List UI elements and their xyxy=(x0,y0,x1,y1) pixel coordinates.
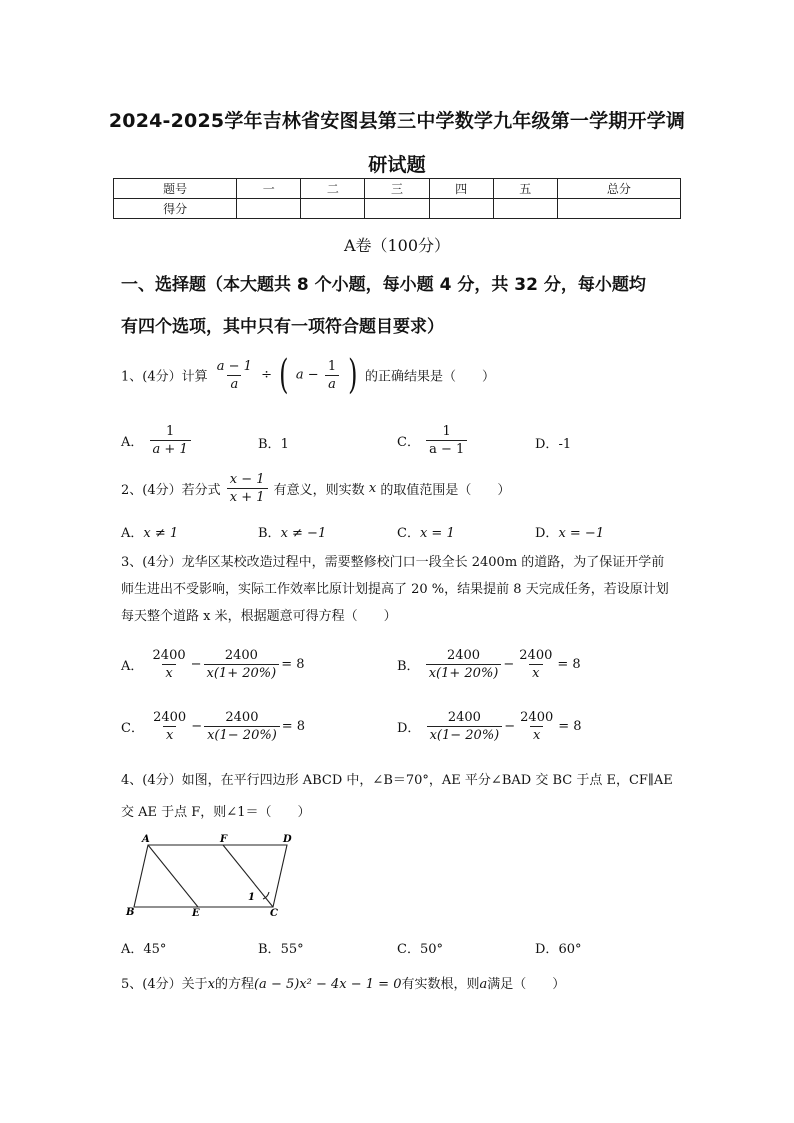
option-frac-1 xyxy=(426,648,502,681)
question-4-line1: 4、(4分）如图，在平行四边形 ABCD 中，∠B＝70°，AE 平分∠BAD 交 BC 于点 E，CF∥AE xyxy=(121,773,673,788)
q3-option-a[interactable] xyxy=(121,648,305,681)
option-frac-2 xyxy=(517,710,556,743)
q5-prefix: 5、(4分）关于 xyxy=(121,977,208,992)
den: x xyxy=(530,726,543,743)
option-label: D． xyxy=(535,942,559,957)
num: 2400 xyxy=(224,648,258,663)
q3-option-c[interactable] xyxy=(121,710,305,743)
label-d: D xyxy=(283,834,292,845)
option-label: C． xyxy=(397,526,420,541)
den: x xyxy=(163,726,176,743)
score-row-label: 得分 xyxy=(114,199,237,219)
q3-option-b[interactable] xyxy=(397,648,581,681)
score-cell[interactable] xyxy=(237,199,301,219)
q5-mid2: 有实数根，则 xyxy=(401,977,480,992)
question-3: 3、(4分）龙华区某校改造过程中，需要整修校门口一段全长 2400m 的道路，为了保证开学前师生进出不受影响，实际工作效率比原计划提高了 20 %，结果提前 8 天完成任务，若设原计划每天整个道路 x 米，根据题意可得方程（ ） xyxy=(121,555,669,624)
option-frac-2 xyxy=(204,710,280,743)
option-label: C． xyxy=(121,721,144,736)
score-cell[interactable] xyxy=(429,199,493,219)
section-heading-line1: 一、选择题（本大题共 8 个小题，每小题 4 分，共 32 分，每小题均 xyxy=(121,275,646,295)
option-fraction xyxy=(426,424,467,457)
doc-title-line2: 研试题 xyxy=(368,154,426,176)
q5-mid: 的方程 xyxy=(214,977,254,992)
option-label: A． xyxy=(121,435,144,450)
q3-option-d[interactable] xyxy=(397,710,582,743)
option-label: C． xyxy=(397,435,420,450)
question-5 xyxy=(121,973,565,992)
score-header-cell: 四 xyxy=(429,179,493,199)
option-text: 55° xyxy=(280,942,304,957)
option-frac-1 xyxy=(427,710,503,743)
q2-suffix: 的取值范围是（ ） xyxy=(380,483,511,498)
score-table-header-row xyxy=(114,179,681,199)
question-2 xyxy=(121,472,510,505)
option-text: x = 1 xyxy=(419,526,455,541)
option-fraction xyxy=(150,424,191,457)
num: 2400 xyxy=(519,648,553,663)
q2-option-c[interactable] xyxy=(397,522,455,541)
score-header-cell: 三 xyxy=(365,179,429,199)
label-e: E xyxy=(192,908,200,919)
option-text: x ≠ −1 xyxy=(280,526,327,541)
option-label: A． xyxy=(121,659,144,674)
option-text: 1 xyxy=(280,437,289,452)
den: x(1− 20%) xyxy=(427,726,503,743)
q2-option-d[interactable] xyxy=(535,522,604,541)
option-den: a − 1 xyxy=(426,440,467,457)
option-frac-1 xyxy=(150,710,189,743)
segment-ae xyxy=(148,845,198,907)
left-paren: ( xyxy=(279,352,289,398)
score-header-cell: 二 xyxy=(301,179,365,199)
option-label: A． xyxy=(121,942,144,957)
minus: − xyxy=(190,657,202,672)
den: x xyxy=(162,664,175,681)
score-table xyxy=(113,178,681,219)
score-header-cell: 五 xyxy=(493,179,557,199)
q2-frac-den: x + 1 xyxy=(227,488,268,505)
score-cell[interactable] xyxy=(301,199,365,219)
option-label: B． xyxy=(258,942,281,957)
minus: − xyxy=(504,719,516,734)
score-table-score-row xyxy=(114,199,681,219)
score-cell[interactable] xyxy=(365,199,429,219)
option-text: 60° xyxy=(558,942,582,957)
q2-fraction xyxy=(227,472,268,505)
den: x xyxy=(529,664,542,681)
q2-prefix: 2、(4分）若分式 xyxy=(121,483,221,498)
option-text: x ≠ 1 xyxy=(143,526,179,541)
q5-var: x xyxy=(207,977,215,992)
q1-option-a[interactable] xyxy=(121,424,193,457)
q4-option-b[interactable] xyxy=(258,938,304,957)
q1-inner-fraction xyxy=(325,359,339,392)
q1-fraction xyxy=(214,359,255,392)
label-f: F xyxy=(220,834,228,845)
num: 2400 xyxy=(447,710,481,725)
option-text: 50° xyxy=(419,942,443,957)
q5-suffix: 满足（ ） xyxy=(487,977,566,992)
label-a: A xyxy=(142,834,150,845)
q1-div: ÷ xyxy=(261,367,272,383)
score-cell[interactable] xyxy=(493,199,557,219)
option-label: B． xyxy=(258,437,281,452)
right-paren: ) xyxy=(348,352,358,398)
q1-frac-den: a xyxy=(227,375,241,392)
q1-inner-den: a xyxy=(325,375,339,392)
parallelogram-outline xyxy=(134,845,287,907)
q1-option-d[interactable] xyxy=(535,433,571,452)
q5-equation: (a − 5)x² − 4x − 1 = 0 xyxy=(253,977,402,992)
score-cell[interactable] xyxy=(557,199,680,219)
den: x(1+ 20%) xyxy=(426,664,502,681)
q1-option-c[interactable] xyxy=(397,424,469,457)
question-4-line2: 交 AE 于点 F，则∠1＝（ ） xyxy=(121,805,311,820)
num: 2400 xyxy=(153,710,187,725)
q1-term: a − xyxy=(295,367,319,383)
num: 2400 xyxy=(520,710,554,725)
den: x(1+ 20%) xyxy=(204,664,280,681)
parallelogram-figure xyxy=(120,830,310,920)
q4-option-a[interactable] xyxy=(121,938,166,957)
option-label: A． xyxy=(121,526,144,541)
option-label: B． xyxy=(258,526,281,541)
rhs: = 8 xyxy=(557,657,581,672)
q2-frac-num: x − 1 xyxy=(229,472,265,487)
q1-inner-num: 1 xyxy=(327,358,337,374)
option-text: 45° xyxy=(143,942,167,957)
rhs: = 8 xyxy=(558,719,582,734)
num: 2400 xyxy=(152,648,186,663)
score-header-cell: 题号 xyxy=(114,179,237,199)
minus: − xyxy=(191,719,203,734)
option-text: -1 xyxy=(558,437,572,452)
q2-var: x xyxy=(368,481,377,496)
option-label: B． xyxy=(397,659,420,674)
q2-middle: 有意义，则实数 xyxy=(273,483,365,498)
q1-option-b[interactable] xyxy=(258,433,289,452)
volume-heading: A卷（100分） xyxy=(343,236,451,255)
doc-title-line1: 2024-2025学年吉林省安图县第三中学数学九年级第一学期开学调 xyxy=(108,110,686,132)
option-frac-2 xyxy=(204,648,280,681)
q2-option-a[interactable] xyxy=(121,522,178,541)
section-heading xyxy=(121,264,681,348)
label-b: B xyxy=(126,907,135,918)
option-text: x = −1 xyxy=(558,526,605,541)
score-header-cell: 一 xyxy=(237,179,301,199)
q1-frac-num: a − 1 xyxy=(216,358,252,374)
option-label: D． xyxy=(535,526,559,541)
q4-option-c[interactable] xyxy=(397,938,443,957)
section-heading-line2: 有四个选项，其中只有一项符合题目要求） xyxy=(121,317,444,337)
option-num: 1 xyxy=(442,424,451,439)
num: 2400 xyxy=(446,648,481,663)
option-den: a + 1 xyxy=(150,440,191,457)
score-header-cell: 总分 xyxy=(557,179,680,199)
label-angle-1: 1 xyxy=(248,892,255,903)
option-frac-1 xyxy=(150,648,189,681)
rhs: = 8 xyxy=(281,719,306,734)
option-label: D． xyxy=(397,721,421,736)
q5-var2: a xyxy=(479,977,488,992)
q1-suffix: 的正确结果是（ ） xyxy=(364,369,495,385)
num: 2400 xyxy=(225,710,259,725)
q1-prefix: 1、(4分）计算 xyxy=(121,369,208,385)
rhs: = 8 xyxy=(281,657,305,672)
label-c: C xyxy=(270,908,278,919)
minus: − xyxy=(503,657,515,672)
option-frac-2 xyxy=(516,648,555,681)
option-label: C． xyxy=(397,942,420,957)
question-1 xyxy=(121,352,495,398)
den: x(1− 20%) xyxy=(204,726,280,743)
q2-option-b[interactable] xyxy=(258,522,326,541)
option-label: D． xyxy=(535,437,559,452)
option-num: 1 xyxy=(165,424,175,439)
q4-option-d[interactable] xyxy=(535,938,581,957)
